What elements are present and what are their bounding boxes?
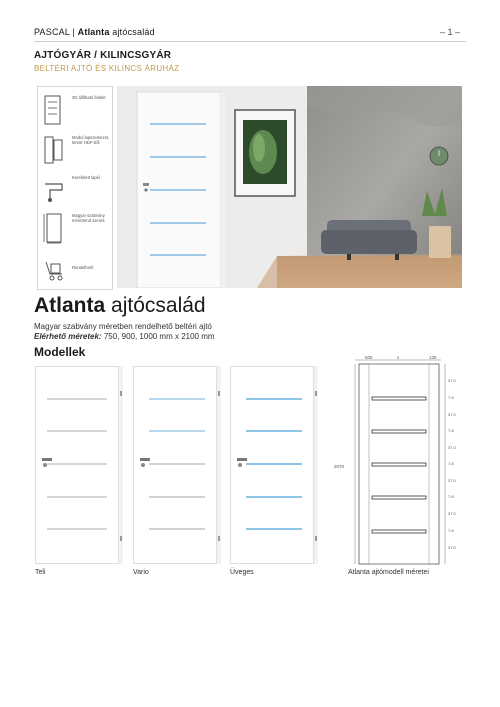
right-dim: 37.0: [448, 478, 456, 483]
feature-label: Magyar szabvány méretrend szerint: [72, 213, 105, 224]
feature-label: Kerekített lapél: [72, 175, 100, 180]
page-number: – 1 –: [439, 27, 460, 37]
layers-icon: [42, 134, 66, 166]
model-name: Üveges: [230, 569, 254, 576]
right-dim: 7.8: [448, 461, 454, 466]
sizes-value: 750, 900, 1000 mm x 2100 mm: [103, 332, 215, 341]
right-dim: 7.8: [448, 395, 454, 400]
models-heading: Modellek: [34, 345, 86, 359]
subtitle: Magyar szabvány méretben rendelhető beltéri ajtó: [34, 322, 212, 331]
header-divider: [34, 41, 466, 42]
door-model-vario[interactable]: [133, 366, 223, 564]
diagram-caption: Atlanta ajtómodell méretei: [348, 569, 429, 576]
top-dim-middle: x: [397, 355, 400, 360]
model-name: Vario: [133, 569, 149, 576]
right-dim: 7.8: [448, 494, 454, 499]
brand-separator: |: [72, 27, 75, 37]
feature-label: 3D állítható felület: [72, 95, 106, 100]
company-tagline: BELTÉRI AJTÓ ÉS KILINCS ÁRUHÁZ: [34, 64, 180, 73]
series-name: Atlanta: [77, 27, 110, 37]
feature-list: [37, 86, 113, 290]
model-name: Teli: [35, 569, 46, 576]
ruler-icon: [42, 212, 66, 244]
feature-item: [38, 251, 112, 291]
right-dim: 37.0: [448, 412, 456, 417]
header-brand: [34, 27, 155, 37]
company-name: AJTÓGYÁR / KILINCSGYÁR: [34, 50, 172, 61]
door-model-teli[interactable]: [35, 366, 125, 564]
feature-item: [38, 209, 112, 249]
sizes-label: Elérhető méretek:: [34, 332, 102, 341]
top-dim-left: 500: [365, 355, 373, 360]
right-dim: 37.0: [448, 545, 456, 550]
available-sizes: [34, 332, 215, 341]
feature-item: [38, 91, 112, 131]
dimension-diagram: [333, 350, 473, 572]
series-suffix: ajtócsalád: [112, 27, 155, 37]
page-title: [34, 294, 206, 318]
right-dim: 7.8: [448, 428, 454, 433]
top-dim-right: 130: [429, 355, 437, 360]
door-model-uveges[interactable]: [230, 366, 320, 564]
feature-item: [38, 131, 112, 171]
room-photo: [117, 86, 462, 288]
feature-label: Modul lapszerkezet, tömör HDF-ből: [72, 135, 110, 146]
shield-icon: [42, 94, 66, 126]
title-model: Atlanta: [34, 294, 106, 317]
right-dim: 37.0: [448, 511, 456, 516]
height-dimension: 2070: [334, 464, 345, 469]
brand-name: PASCAL: [34, 27, 70, 37]
feature-label: Rendelhető: [72, 265, 94, 270]
right-dim: 7.8: [448, 528, 454, 533]
right-dim: 37.0: [448, 378, 456, 383]
title-family: ajtócsalád: [111, 294, 206, 317]
hinge-icon: [42, 174, 66, 206]
feature-item: [38, 171, 112, 211]
delivery-icon: [42, 254, 66, 286]
right-dim: 37.0: [448, 445, 456, 450]
